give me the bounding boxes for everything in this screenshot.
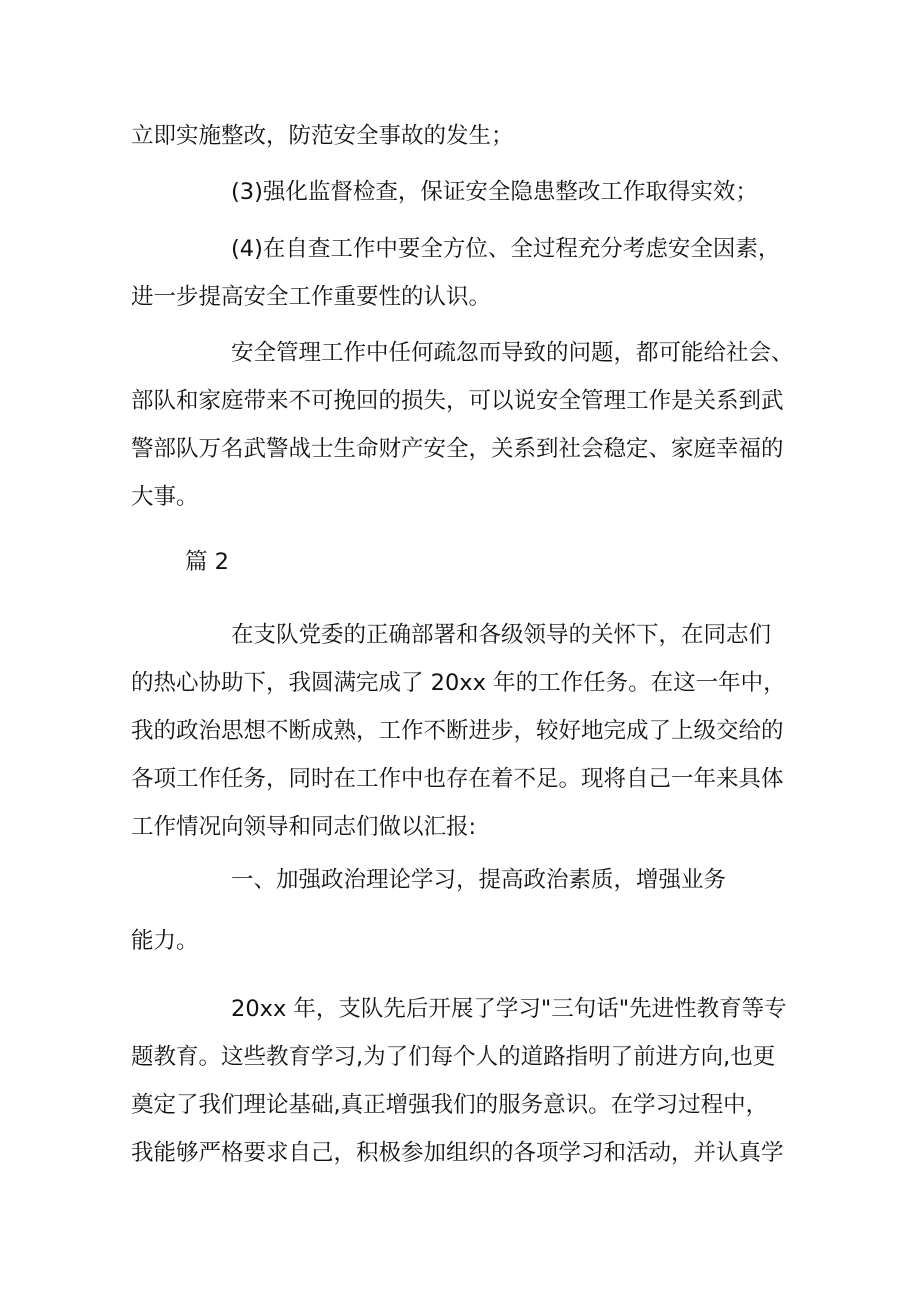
text-line: 大事。 bbox=[131, 484, 199, 510]
text-line: 工作情况向领导和同志们做以汇报: bbox=[131, 814, 477, 840]
text-line: (4)在自查工作中要全方位、全过程充分考虑安全因素， bbox=[231, 236, 781, 262]
text-line: 我能够严格要求自己，积极参加组织的各项学习和活动，并认真学 bbox=[131, 1140, 784, 1166]
text-line: 警部队万名武警战士生命财产安全，关系到社会稳定、家庭幸福的 bbox=[131, 436, 784, 462]
text-line: 立即实施整改，防范安全事故的发生； bbox=[131, 123, 514, 149]
text-line: 进一步提高安全工作重要性的认识。 bbox=[131, 284, 492, 310]
text-line: 题教育。这些教育学习,为了们每个人的道路指明了前进方向,也更 bbox=[131, 1044, 776, 1070]
text-line: 20xx 年，支队先后开展了学习"三句话"先进性教育等专 bbox=[231, 996, 787, 1022]
text-line: 我的政治思想不断成熟，工作不断进步，较好地完成了上级交给的 bbox=[131, 718, 784, 744]
text-line: 各项工作任务，同时在工作中也存在着不足。现将自己一年来具体 bbox=[131, 766, 784, 792]
text-line: (3)强化监督检查，保证安全隐患整改工作取得实效； bbox=[231, 179, 758, 205]
subheading-line: 能力。 bbox=[131, 928, 199, 954]
text-line: 在支队党委的正确部署和各级领导的关怀下，在同志们 bbox=[231, 622, 772, 648]
text-line: 安全管理工作中任何疏忽而导致的问题，都可能给社会、 bbox=[231, 340, 794, 366]
text-line: 部队和家庭带来不可挽回的损失，可以说安全管理工作是关系到武 bbox=[131, 388, 784, 414]
subheading-line: 一、加强政治理论学习，提高政治素质，增强业务 bbox=[231, 867, 727, 893]
text-line: 奠定了我们理论基础,真正增强我们的服务意识。在学习过程中， bbox=[131, 1092, 769, 1118]
section-heading: 篇 2 bbox=[185, 549, 229, 575]
text-line: 的热心协助下，我圆满完成了 20xx 年的工作任务。在这一年中， bbox=[131, 670, 786, 696]
